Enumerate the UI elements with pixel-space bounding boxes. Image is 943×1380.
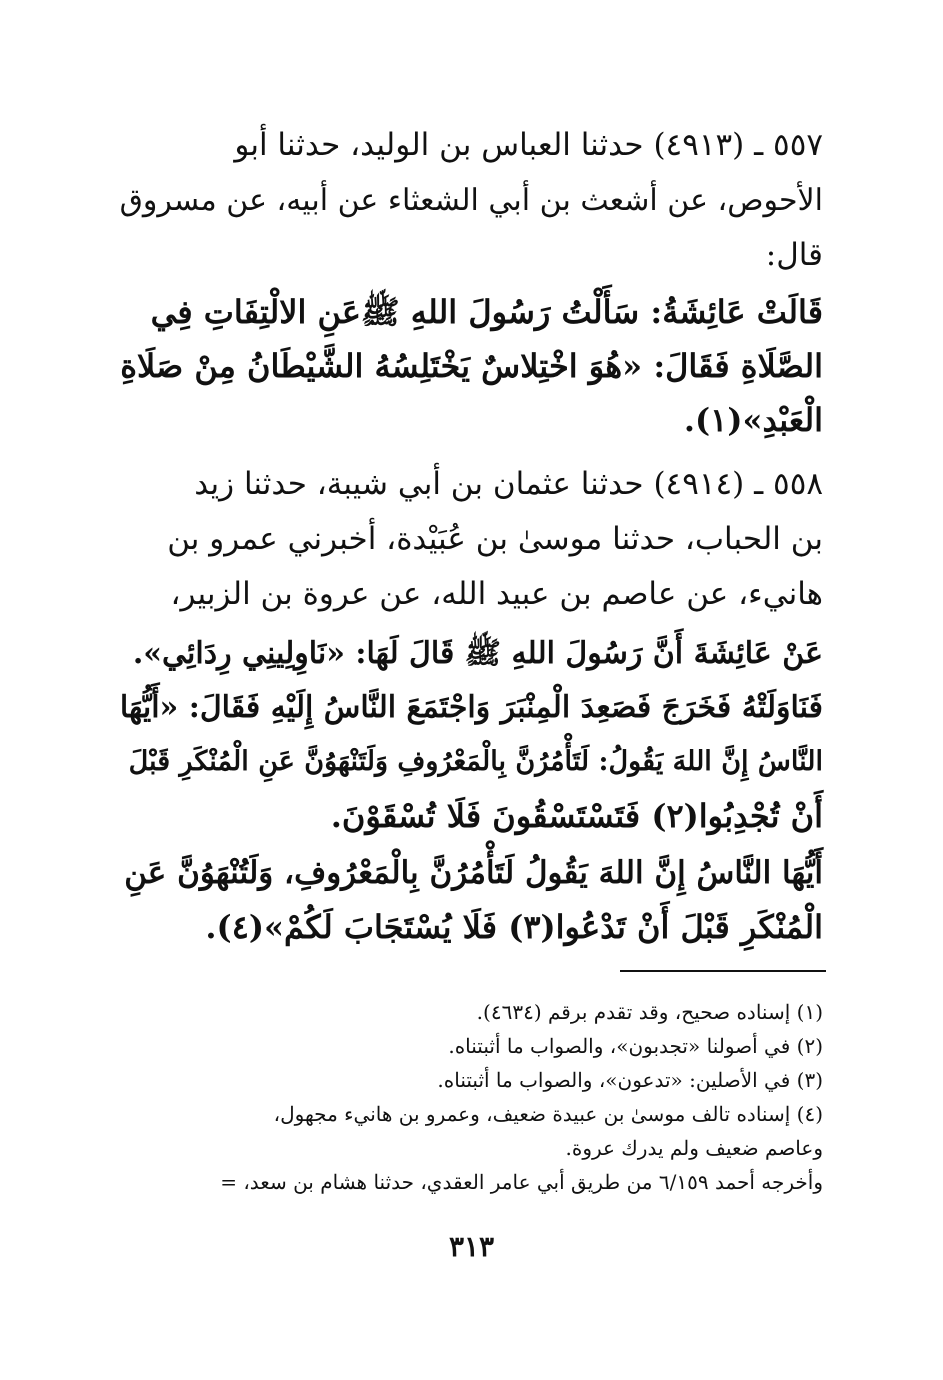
footnotes: [120, 995, 823, 1199]
footnote-4: (٤) إسناده تالف موسىٰ بن عبيدة ضعيف، وعمرو بن هانيء مجهول،: [273, 1102, 823, 1126]
text-line: هانيء، عن عاصم بن عبيد الله، عن عروة بن الزبير،: [170, 576, 823, 612]
text-line: أَنْ تُجْدِبُوا(٢) فَتَسْتَسْقُونَ فَلَا تُسْقَوْنَ.: [330, 797, 823, 835]
text-line: ٥٥٧ ـ (٤٩١٣) حدثنا العباس بن الوليد، حدثنا أبو: [234, 127, 823, 163]
footnote-3: (٣) في الأصلين: «تدعون»، والصواب ما أثبتناه.: [437, 1068, 823, 1092]
text-line: أَيُّهَا النَّاسُ إِنَّ اللهَ يَقُولُ لَتَأْمُرُنَّ بِالْمَعْرُوفِ، وَلَتُنْهَوُنَّ عَنِ: [124, 855, 823, 891]
text-line: بن الحباب، حدثنا موسىٰ بن عُبَيْدة، أخبرني عمرو بن: [167, 521, 823, 557]
footnote-separator: [620, 970, 826, 972]
text-line: الأحوص، عن أشعث بن أبي الشعثاء عن أبيه، عن مسروق: [119, 183, 823, 218]
hadith-557-matn: [120, 285, 823, 447]
footnote-2: (٢) في أصولنا «تجدبون»، والصواب ما أثبتناه.: [448, 1034, 823, 1058]
text-line: فَنَاوَلَتْهُ فَخَرَجَ فَصَعِدَ الْمِنْبَرَ وَاجْتَمَعَ النَّاسُ إِلَيْهِ فَقَالَ: «أَيُّهَا: [119, 690, 823, 725]
text-line: الْمُنْكَرِ قَبْلَ أَنْ تَدْعُوا(٣) فَلَا يُسْتَجَابَ لَكُمْ»(٤).: [205, 908, 823, 946]
footnote-1: (١) إسناده صحيح، وقد تقدم برقم (٤٦٣٤).: [476, 1000, 823, 1024]
text-line: النَّاسُ إِنَّ اللهَ يَقُولُ: لَتَأْمُرُنَّ بِالْمَعْرُوفِ وَلَتَنْهَوُنَّ عَنِ الْمُنْكَرِ قَبْلَ: [128, 746, 823, 777]
text-line: قَالَتْ عَائِشَةُ: سَأَلْتُ رَسُولَ اللهِ ﷺعَنِ الالْتِفَاتِ فِي: [150, 293, 823, 331]
footnote-4-cont: وعاصم ضعيف ولم يدرك عروة.: [565, 1136, 823, 1160]
hadith-558-matn: [120, 627, 823, 843]
text-line: قال:: [765, 237, 823, 273]
hadith-557-isnad: [120, 118, 823, 283]
footnote-4-cont: وأخرجه أحمد ٦/١٥٩ من طريق أبي عامر العقدي، حدثنا هشام بن سعد، =: [220, 1170, 823, 1194]
text-line: ٥٥٨ ـ (٤٩١٤) حدثنا عثمان بن أبي شيبة، حدثنا زيد: [194, 466, 823, 502]
page-number: ٣١٣: [448, 1230, 495, 1263]
text-line: الصَّلَاةِ فَقَالَ: «هُوَ اخْتِلاسٌ يَخْتَلِسُهُ الشَّيْطَانُ مِنْ صَلَاةِ: [120, 347, 823, 385]
text-line: الْعَبْدِ»(١).: [683, 401, 823, 439]
hadith-558-isnad: [120, 457, 823, 622]
text-line: عَنْ عَائِشَةَ أَنَّ رَسُولَ اللهِ ﷺ قَالَ لَهَا: «نَاوِلِينِي رِدَائِي».: [132, 636, 823, 671]
hadith-558-matn-2: [120, 846, 823, 954]
